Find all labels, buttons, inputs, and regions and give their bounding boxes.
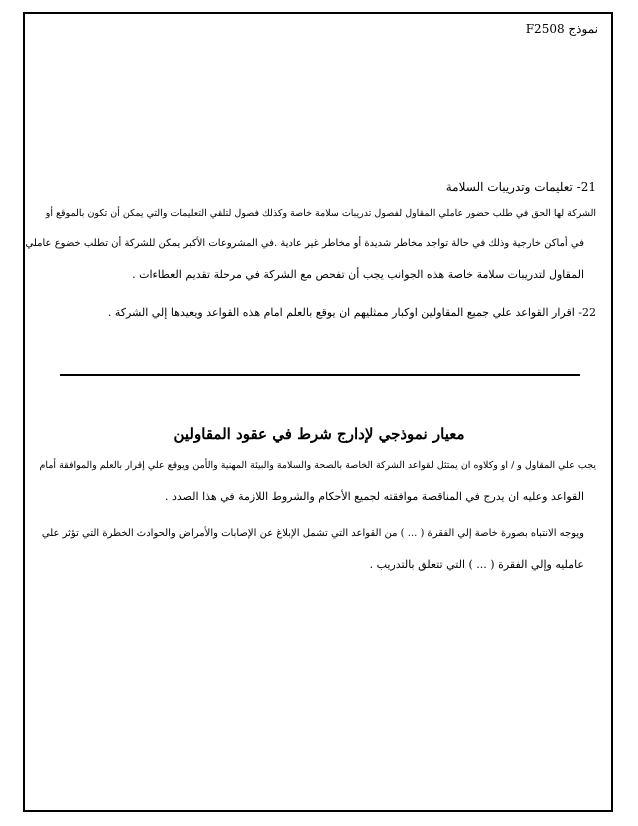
section-21-line-2: في أماكن خارجية وذلك في حالة تواجد مخاطر شديدة أو مخاطر غير عادية .في المشروعات الأكبر يمكن للشركة أن تطلب خضوع عاملي xyxy=(25,238,584,249)
section-21-line-1: الشركة لها الحق في طلب حضور عاملي المقاول لفصول تدريبات سلامة خاصة وكذلك فصول لتلقي التعليمات والتي يمكن أن تكون بالموقع أو xyxy=(45,208,596,219)
standard-line-2: القواعد وعليه ان يدرج في المناقصة موافقته لجميع الأحكام والشروط اللازمة في هذا الصدد . xyxy=(164,490,584,503)
standard-line-1: يجب علي المقاول و / او وكلاوه ان يمتثل لقواعد الشركة الخاصة بالصحة والسلامة والبيئة المهنية والأمن ويوقع علي إقرار بالعلم والموافقة أمام xyxy=(39,460,596,471)
standard-clause-title: معيار نموذجي لإدارج شرط في عقود المقاولين xyxy=(173,425,465,443)
section-21-title: 21- تعليمات وتدريبات السلامة xyxy=(445,180,596,194)
form-code: نموذج F2508 xyxy=(525,22,598,36)
standard-line-3: ويوجه الانتباه بصورة خاصة إلي الفقرة ( ... ) من القواعد التي تشمل الإبلاغ عن الإصابات والأمراض والحوادث الخطرة التي تؤثر علي xyxy=(41,528,584,539)
standard-line-4: عامليه وإلي الفقرة ( ... ) التي تتعلق بالتدريب . xyxy=(369,558,584,571)
page-border xyxy=(23,12,613,812)
section-22-text: 22- اقرار القواعد علي جميع المقاولين اوكبار ممثليهم ان يوقع بالعلم امام هذه القواعد ويعيدها إلي الشركة . xyxy=(107,306,596,319)
separator-line xyxy=(60,374,580,376)
section-21-line-3: المقاول لتدريبات سلامة خاصة هذه الجوانب يجب أن تفحص مع الشركة في مرحلة تقديم العطاءات . xyxy=(132,268,584,281)
